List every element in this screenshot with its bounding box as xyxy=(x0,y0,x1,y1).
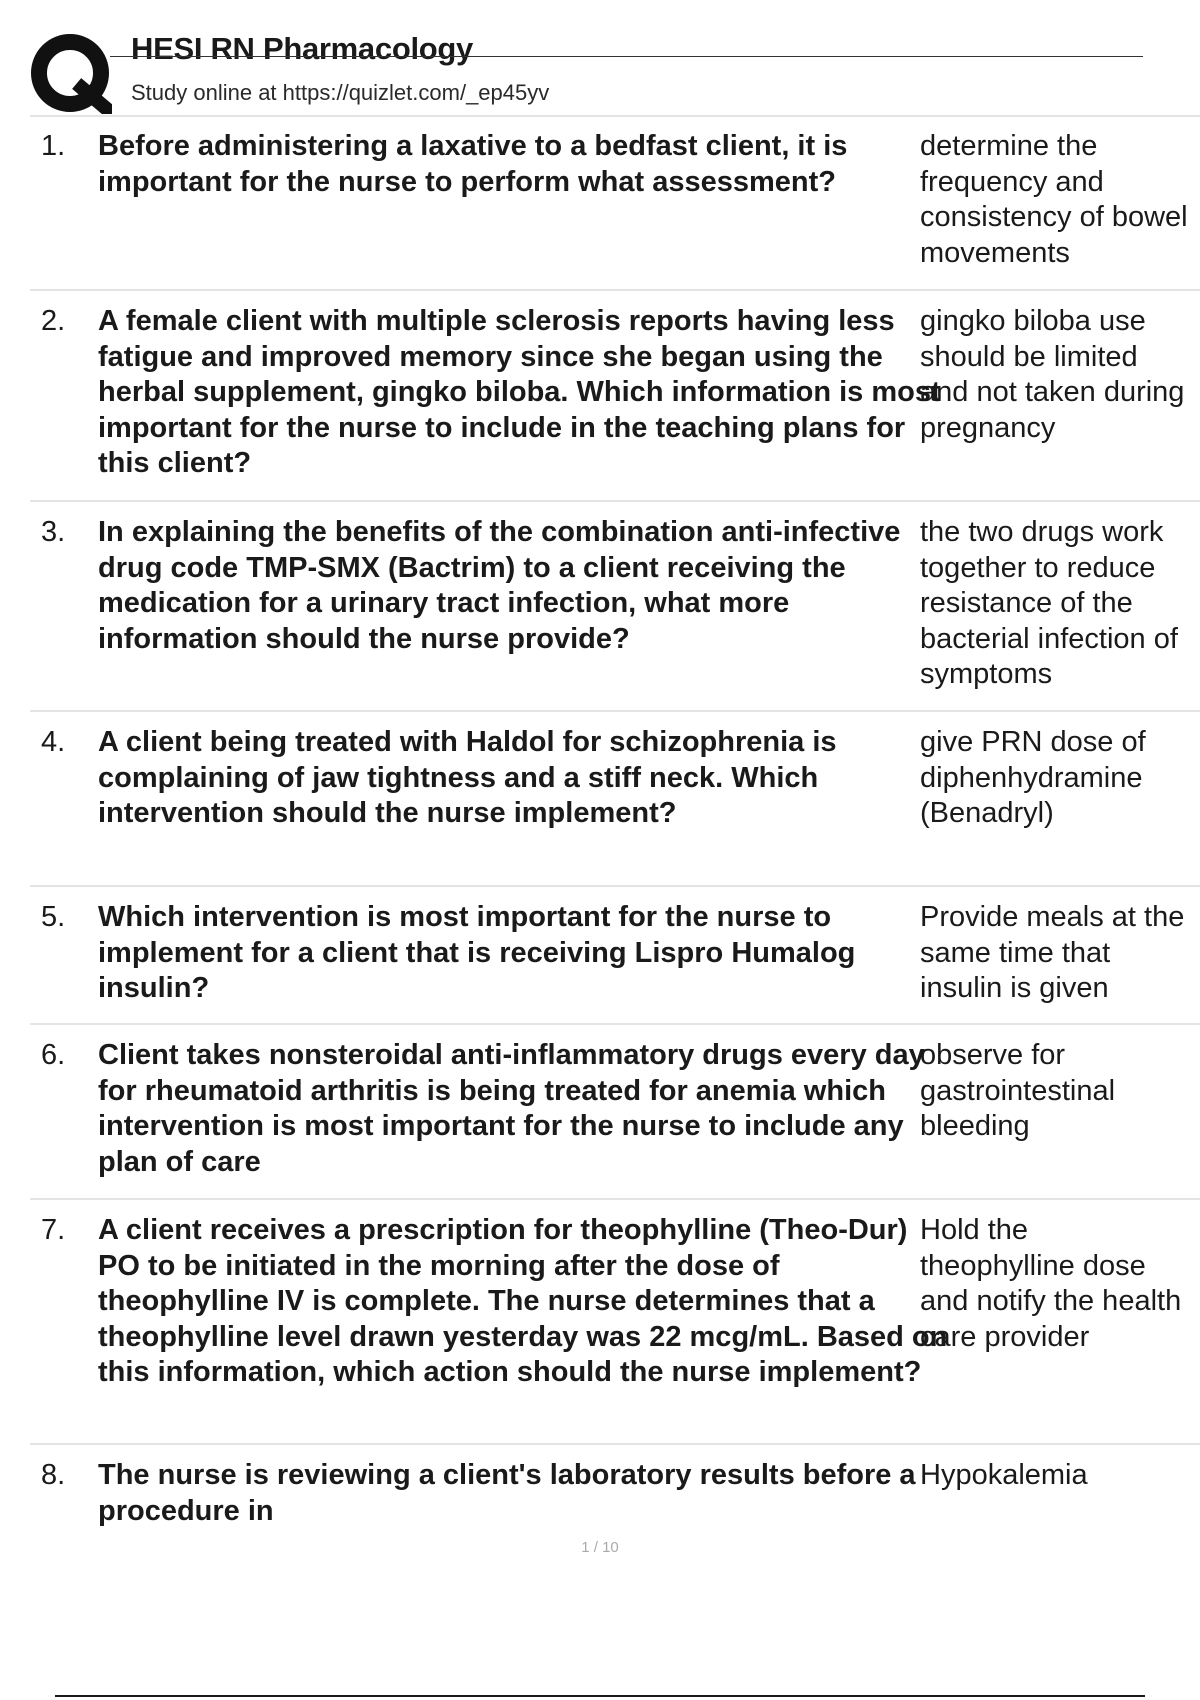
card-term: Client takes nonsteroidal anti-inflammatory drugs every day for rheumatoid arthritis is being treated for anemia which intervention is most important for the nurse to include any plan of care xyxy=(98,1039,925,1178)
card-definition: observe for gastrointestinal bleeding xyxy=(920,1039,1116,1142)
flashcard-row xyxy=(30,887,1200,1025)
card-definition: give PRN dose of diphenhydramine (Benadryl) xyxy=(920,726,1146,829)
flashcard-row xyxy=(30,502,1200,712)
card-definition: determine the frequency and consistency of bowel movements xyxy=(920,130,1188,269)
card-definition: Provide meals at the same time that insulin is given xyxy=(920,901,1185,1004)
card-number: 4. xyxy=(41,726,66,758)
card-term: The nurse is reviewing a client's laboratory results before a procedure in xyxy=(98,1459,916,1527)
card-number: 2. xyxy=(41,305,66,337)
flashcard-row xyxy=(30,291,1200,502)
card-term: In explaining the benefits of the combination anti-infective drug code TMP-SMX (Bactrim) to a client receiving the medication for a urinary tract infection, what more information should the nurse provide? xyxy=(98,516,901,655)
document-title: HESI RN Pharmacology xyxy=(131,31,473,66)
card-number: 8. xyxy=(41,1459,66,1491)
footer-divider xyxy=(55,1695,1145,1697)
card-term: Before administering a laxative to a bedfast client, it is important for the nurse to perform what assessment? xyxy=(98,130,848,198)
card-definition: Hypokalemia xyxy=(920,1459,1088,1491)
card-number: 1. xyxy=(41,130,66,162)
flashcard-row xyxy=(30,1445,1200,1535)
card-definition: the two drugs work together to reduce resistance of the bacterial infection of symptoms xyxy=(920,516,1178,690)
card-term: A female client with multiple sclerosis reports having less fatigue and improved memory since she began using the herbal supplement, gingko biloba. Which information is most important for the nurse to include in the teaching plans for this client? xyxy=(98,305,941,479)
card-number: 3. xyxy=(41,516,66,548)
card-number: 5. xyxy=(41,901,66,933)
quizlet-q-logo-icon xyxy=(30,32,112,114)
flashcard-row xyxy=(30,116,1200,291)
card-definition: Hold the theophylline dose and notify the health care provider xyxy=(920,1214,1182,1353)
card-term: A client receives a prescription for theophylline (Theo-Dur) PO to be initiated in the morning after the dose of theophylline IV is complete. The nurse determines that a theophylline level drawn yesterday was 22 mcg/mL. Based on this information, which action should the nurse implement? xyxy=(98,1214,948,1388)
card-term: A client being treated with Haldol for schizophrenia is complaining of jaw tightness and a stiff neck. Which intervention should the nurse implement? xyxy=(98,726,837,829)
card-term: Which intervention is most important for the nurse to implement for a client that is receiving Lispro Humalog insulin? xyxy=(98,901,856,1004)
card-number: 6. xyxy=(41,1039,66,1071)
card-number: 7. xyxy=(41,1214,66,1246)
card-definition: gingko biloba use should be limited and not taken during pregnancy xyxy=(920,305,1185,444)
title-divider xyxy=(110,56,1143,57)
flashcard-row xyxy=(30,1200,1200,1445)
page-indicator: 1 / 10 xyxy=(581,1539,619,1556)
flashcard-row xyxy=(30,1025,1200,1200)
study-online-link[interactable]: Study online at https://quizlet.com/_ep45yv xyxy=(131,80,550,105)
flashcard-row xyxy=(30,712,1200,887)
